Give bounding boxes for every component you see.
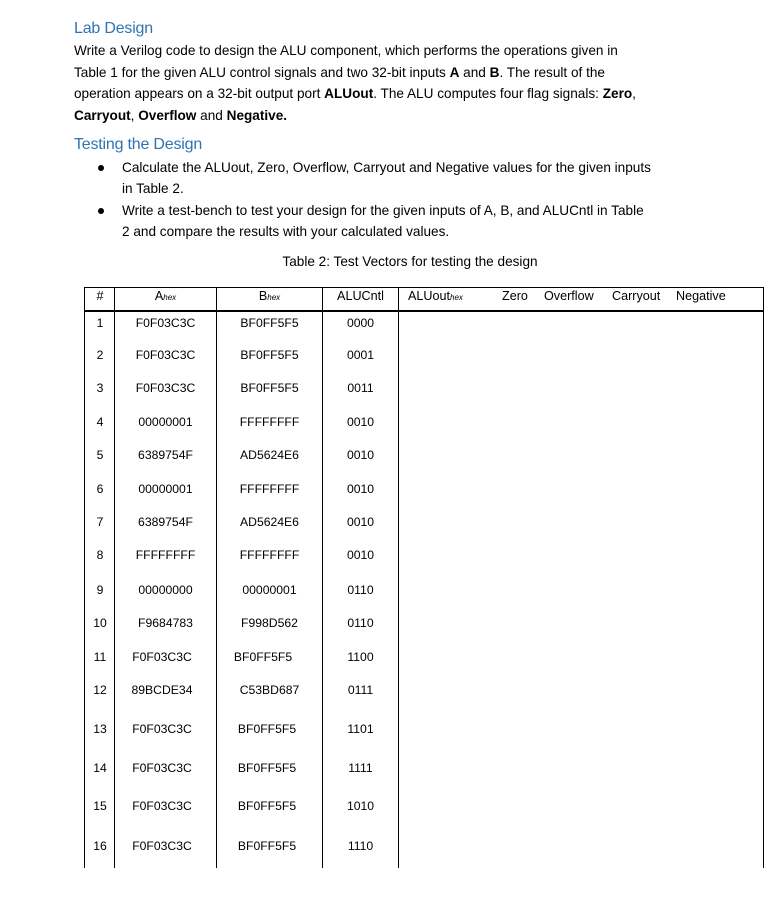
- cell-b: BF0FF5F5: [240, 316, 299, 330]
- cell-b: FFFFFFFF: [239, 482, 300, 496]
- cell-a: 89BCDE34: [131, 683, 193, 697]
- bold-zero: Zero: [602, 86, 633, 101]
- cell-num: 5: [96, 448, 104, 462]
- paragraph-line-4: [74, 108, 287, 123]
- cell-aluctl: 1100: [347, 650, 374, 664]
- cell-aluctl: 0010: [346, 548, 375, 562]
- cell-a: F0F03C3C: [132, 761, 192, 775]
- header-a: [115, 289, 216, 303]
- bullet-2-line-1: Write a test-bench to test your design for the given inputs of A, B, and ALUCntl in Table: [122, 203, 644, 218]
- bullet-1-line-1: Calculate the ALUout, Zero, Overflow, Carryout and Negative values for the given inputs: [122, 160, 651, 175]
- header-b: [217, 289, 322, 303]
- cell-aluctl: 1111: [348, 761, 373, 775]
- cell-a: F9684783: [138, 616, 193, 630]
- cell-b: BF0FF5F5: [233, 650, 293, 664]
- paragraph-line-3: [74, 86, 636, 101]
- header-overflow: Overflow: [544, 289, 594, 303]
- cell-aluctl: 0001: [346, 348, 375, 362]
- cell-b: FFFFFFFF: [239, 548, 300, 562]
- cell-num: 15: [93, 799, 107, 813]
- cell-a: 00000001: [138, 415, 193, 429]
- testing-heading: Testing the Design: [74, 136, 203, 153]
- cell-a: F0F03C3C: [132, 650, 192, 664]
- cell-num: 2: [96, 348, 104, 362]
- bullet-icon: [98, 165, 104, 171]
- paragraph-line-2: [74, 65, 605, 80]
- header-zero: Zero: [502, 289, 528, 303]
- header-a-sub: hex: [163, 293, 177, 302]
- cell-num: 14: [93, 761, 107, 775]
- bold-b: B: [489, 64, 500, 80]
- bold-overflow: Overflow: [138, 107, 197, 123]
- cell-num: 6: [96, 482, 104, 496]
- col-border: [763, 287, 764, 868]
- header-aluout-sub: hex: [450, 293, 463, 302]
- cell-num: 10: [93, 616, 107, 630]
- cell-b: BF0FF5F5: [237, 799, 297, 813]
- cell-num: 16: [93, 839, 107, 853]
- cell-a: F0F03C3C: [132, 799, 192, 813]
- cell-num: 1: [96, 316, 104, 330]
- cell-a: 00000001: [138, 482, 193, 496]
- bold-a: A: [449, 64, 460, 80]
- cell-aluctl: 0111: [347, 683, 374, 697]
- table-caption: Table 2: Test Vectors for testing the design: [282, 254, 538, 269]
- header-negative: Negative: [676, 289, 726, 303]
- text-run: and: [459, 64, 490, 80]
- bullet-icon: [98, 208, 104, 214]
- cell-a: 00000000: [138, 583, 193, 597]
- cell-aluctl: 0110: [347, 616, 374, 630]
- cell-aluctl: 1101: [347, 722, 374, 736]
- cell-b: 00000001: [242, 583, 297, 597]
- cell-b: F998D562: [241, 616, 298, 630]
- lab-design-heading: Lab Design: [74, 20, 153, 37]
- text-run: ,: [632, 86, 636, 101]
- bullet-2: [122, 200, 722, 242]
- cell-a: 6389754F: [138, 448, 193, 462]
- cell-b: BF0FF5F5: [237, 839, 297, 853]
- cell-b: AD5624E6: [240, 448, 299, 462]
- cell-aluctl: 0000: [346, 316, 375, 330]
- cell-num: 11: [93, 650, 107, 664]
- cell-num: 3: [96, 381, 104, 395]
- header-b-label: B: [258, 289, 268, 303]
- cell-a: F0F03C3C: [135, 381, 196, 395]
- header-b-sub: hex: [267, 293, 281, 302]
- bullet-1: [122, 157, 722, 199]
- cell-b: FFFFFFFF: [239, 415, 300, 429]
- text-run: and: [196, 107, 227, 123]
- cell-aluctl: 1110: [347, 839, 374, 853]
- header-aluout: [408, 289, 463, 303]
- header-divider: [84, 310, 764, 312]
- header-num: #: [96, 289, 104, 303]
- text-run: Table 1 for the given ALU control signals and two 32-bit inputs: [74, 64, 450, 80]
- header-aluout-label: ALUout: [408, 289, 451, 303]
- cell-a: F0F03C3C: [135, 348, 196, 362]
- bold-carryout: Carryout: [74, 107, 131, 123]
- cell-a: F0F03C3C: [132, 839, 192, 853]
- col-border: [322, 287, 323, 868]
- col-border: [398, 287, 399, 868]
- cell-num: 7: [96, 515, 104, 529]
- cell-num: 4: [96, 415, 104, 429]
- cell-a: F0F03C3C: [132, 722, 192, 736]
- cell-num: 8: [96, 548, 104, 562]
- lab-design-paragraph: [74, 40, 734, 126]
- cell-aluctl: 0010: [346, 448, 375, 462]
- cell-a: 6389754F: [138, 515, 193, 529]
- cell-num: 9: [96, 583, 104, 597]
- cell-a: F0F03C3C: [135, 316, 196, 330]
- bold-negative: Negative.: [226, 107, 288, 123]
- cell-aluctl: 1010: [346, 799, 375, 813]
- cell-aluctl: 0010: [346, 415, 375, 429]
- col-border: [114, 287, 115, 868]
- header-a-label: A: [154, 289, 164, 303]
- cell-num: 13: [93, 722, 107, 736]
- header-carryout: Carryout: [612, 289, 661, 303]
- cell-aluctl: 0011: [347, 381, 374, 395]
- bold-aluout: ALUout: [324, 86, 374, 101]
- cell-aluctl: 0110: [347, 583, 374, 597]
- cell-b: AD5624E6: [240, 515, 299, 529]
- cell-aluctl: 0010: [346, 482, 375, 496]
- cell-b: BF0FF5F5: [240, 348, 299, 362]
- cell-b: BF0FF5F5: [237, 761, 297, 775]
- col-border: [216, 287, 217, 868]
- bullet-1-line-2: in Table 2.: [122, 181, 184, 196]
- bullet-2-line-2: 2 and compare the results with your calculated values.: [122, 224, 450, 239]
- cell-b: BF0FF5F5: [240, 381, 299, 395]
- cell-num: 12: [93, 683, 107, 697]
- paragraph-line-1: Write a Verilog code to design the ALU component, which performs the operations given in: [74, 43, 618, 58]
- cell-b: BF0FF5F5: [237, 722, 297, 736]
- header-aluctl: ALUCntl: [337, 289, 384, 303]
- text-run: . The ALU computes four flag signals:: [373, 86, 603, 101]
- cell-aluctl: 0010: [346, 515, 375, 529]
- text-run: operation appears on a 32-bit output port: [74, 86, 325, 101]
- table-top-border: [84, 287, 764, 288]
- col-border: [84, 287, 85, 868]
- cell-a: FFFFFFFF: [135, 548, 196, 562]
- cell-b: C53BD687: [239, 683, 300, 697]
- text-run: ,: [130, 107, 139, 123]
- text-run: . The result of the: [499, 64, 605, 80]
